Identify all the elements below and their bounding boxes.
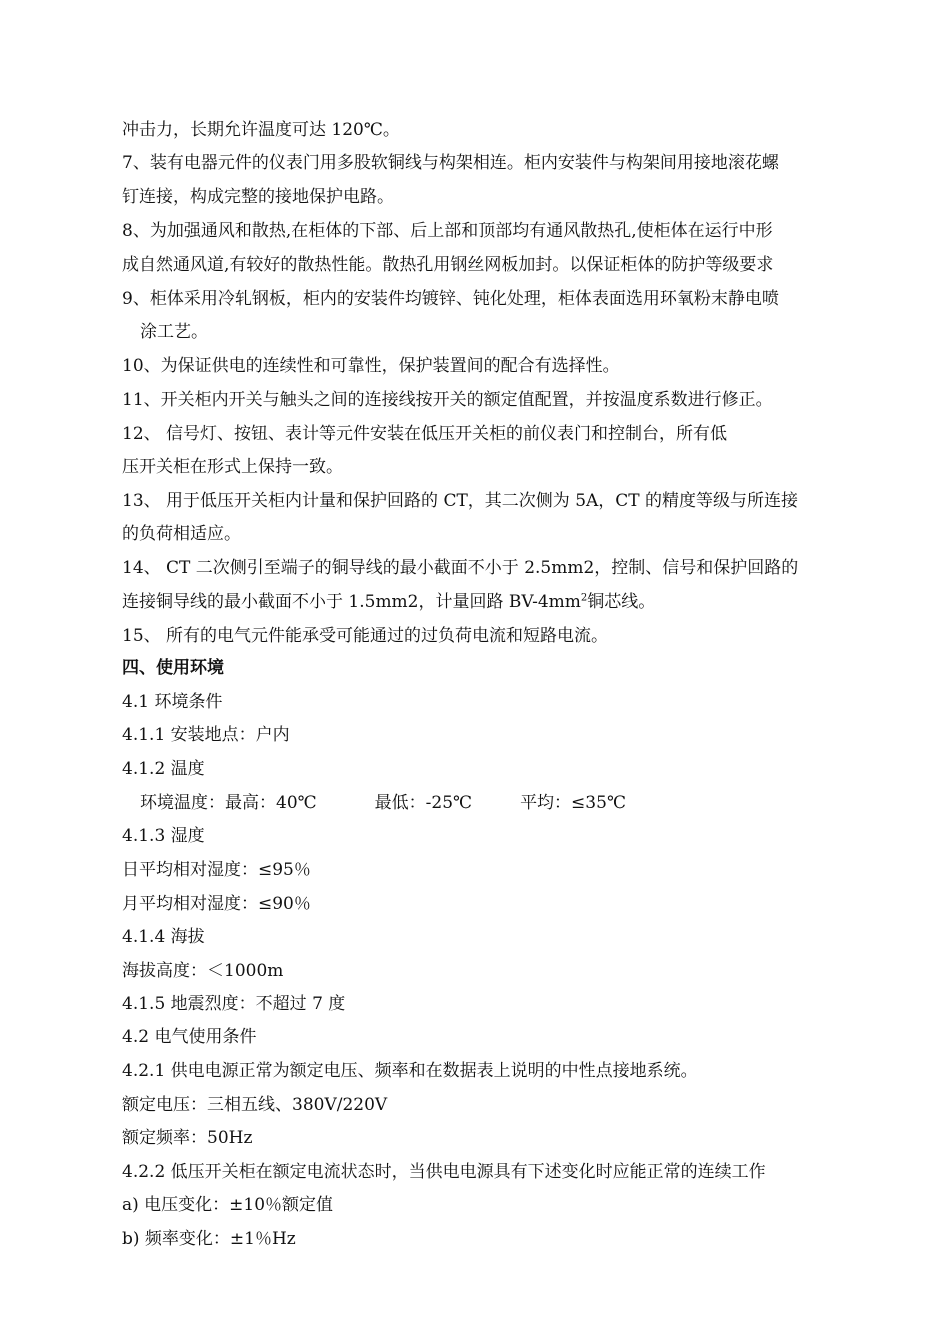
text-segment: 铜芯线。 — [587, 592, 656, 612]
text-line: 11、开关柜内开关与触头之间的连接线按开关的额定值配置，并按温度系数进行修正。 — [122, 390, 773, 410]
text-line: 4.2.1 供电电源正常为额定电压、频率和在数据表上说明的中性点接地系统。 — [122, 1061, 698, 1081]
text-line: 4.2.2 低压开关柜在额定电流状态时，当供电电源具有下述变化时应能正常的连续工作 — [122, 1162, 766, 1182]
text-line: 10、为保证供电的连续性和可靠性，保护装置间的配合有选择性。 — [122, 356, 620, 376]
text-line: 额定频率：50Hz — [122, 1128, 253, 1148]
text-line: 4.1.5 地震烈度：不超过 7 度 — [122, 994, 346, 1014]
text-segment: 最低：-25℃ — [374, 793, 473, 813]
text-line: 9、柜体采用冷轧钢板，柜内的安装件均镀锌、钝化处理，柜体表面选用环氧粉末静电喷 — [122, 289, 779, 309]
text-line: 日平均相对湿度：≤95％ — [122, 860, 311, 880]
text-line: 13、 用于低压开关柜内计量和保护回路的 CT，其二次侧为 5A，CT 的精度等级与所连接 — [122, 491, 799, 511]
text-line: 4.1.1 安装地点：户内 — [122, 725, 290, 745]
text-line: 14、 CT 二次侧引至端子的铜导线的最小截面不小于 2.5mm2，控制、信号和保护回路的 — [122, 558, 799, 578]
text-line: 12、 信号灯、按钮、表计等元件安装在低压开关柜的前仪表门和控制台，所有低 — [122, 424, 728, 444]
text-line: 月平均相对湿度：≤90％ — [122, 894, 311, 914]
text-line — [140, 791, 626, 815]
text-line: 海拔高度：＜1000m — [122, 961, 284, 981]
section-heading: 四、使用环境 — [122, 658, 224, 678]
text-line: 4.1.3 湿度 — [122, 826, 205, 846]
text-line — [122, 590, 655, 614]
text-line: 4.2 电气使用条件 — [122, 1027, 257, 1047]
text-segment: 连接铜导线的最小截面不小于 1.5mm2，计量回路 BV-4mm — [122, 592, 581, 612]
text-line: 8、为加强通风和散热,在柜体的下部、后上部和顶部均有通风散热孔,使柜体在运行中形 — [122, 221, 773, 241]
text-segment: 环境温度：最高：40℃ — [140, 793, 317, 813]
text-line: 钉连接，构成完整的接地保护电路。 — [122, 187, 394, 207]
superscript: 2 — [580, 592, 588, 604]
text-line: 4.1.2 温度 — [122, 759, 205, 779]
text-line: 涂工艺。 — [140, 322, 208, 342]
text-line: 冲击力，长期允许温度可达 120℃。 — [122, 120, 400, 140]
text-line: a) 电压变化：±10％额定值 — [122, 1195, 334, 1215]
text-line: 4.1.4 海拔 — [122, 927, 205, 947]
text-line: 的负荷相适应。 — [122, 524, 241, 544]
text-line: 4.1 环境条件 — [122, 692, 223, 712]
text-line: 7、装有电器元件的仪表门用多股软铜线与构架相连。柜内安装件与构架间用接地滚花螺 — [122, 153, 779, 173]
text-line: b) 频率变化：±1％Hz — [122, 1229, 296, 1249]
text-segment: 平均：≤35℃ — [520, 793, 626, 813]
text-line: 15、 所有的电气元件能承受可能通过的过负荷电流和短路电流。 — [122, 626, 609, 646]
text-line: 成自然通风道,有较好的散热性能。散热孔用钢丝网板加封。以保证柜体的防护等级要求 — [122, 255, 774, 275]
text-line: 额定电压：三相五线、380V/220V — [122, 1095, 388, 1115]
text-line: 压开关柜在形式上保持一致。 — [122, 457, 343, 477]
